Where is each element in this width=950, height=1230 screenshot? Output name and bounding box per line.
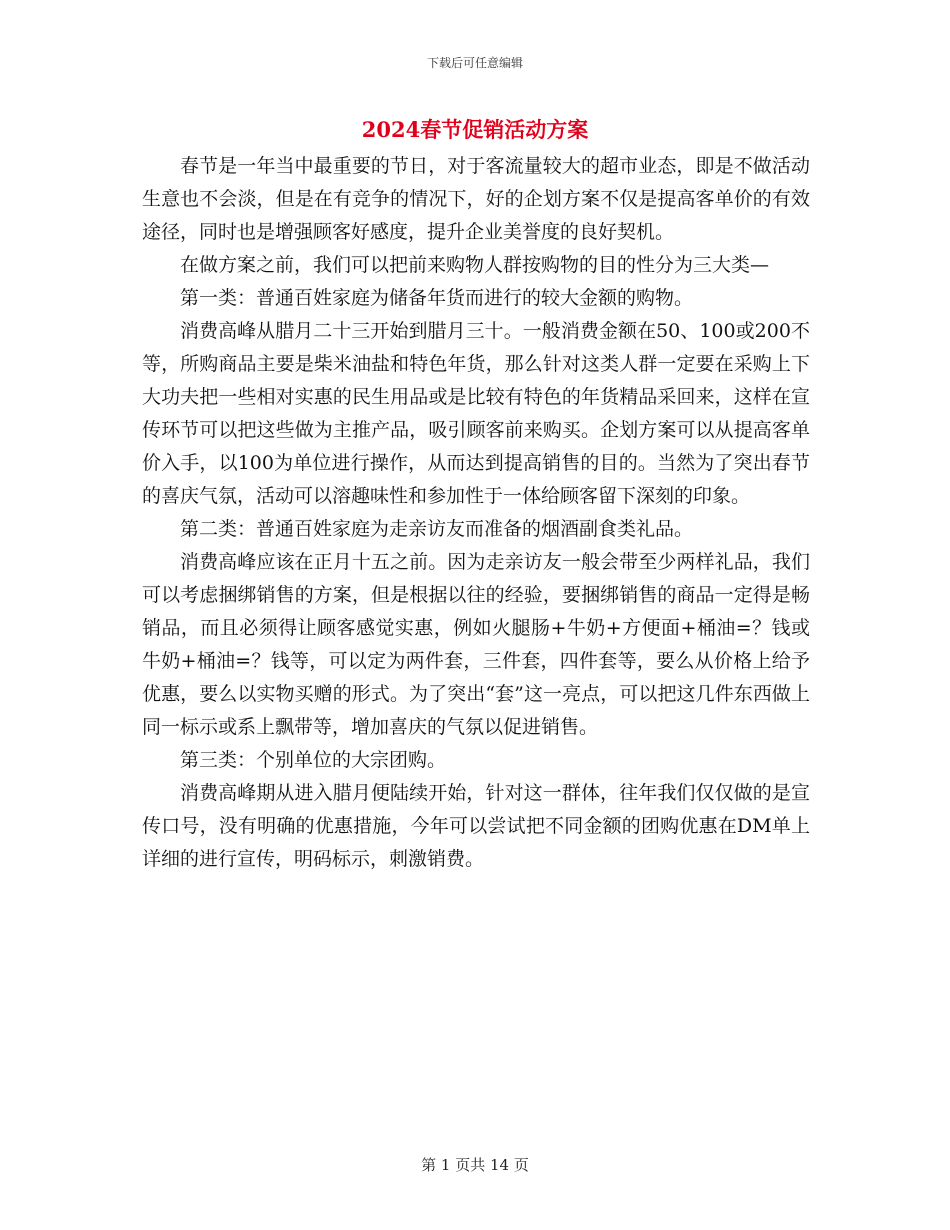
header-note: 下载后可任意编辑 (426, 56, 523, 70)
paragraph-intro: 春节是一年当中最重要的节日，对于客流量较大的超市业态，即是不做活动生意也不会淡，但是在有竞争的情况下，好的企划方案不仅是提高客单价的有效途径，同时也是增强顾客好感度，提升企业美誉度的良好契机。 (142, 155, 810, 243)
paragraph-category-one-detail: 消费高峰从腊月二十三开始到腊月三十。一般消费金额在50、100或200不等，所购商品主要是柴米油盐和特色年货，那么针对这类人群一定要在采购上下大功夫把一些相对实惠的民生用品或是比较有特色的年货精品采回来，这样在宣传环节可以把这些做为主推产品，吸引顾客前来购买。企划方案可以从提高客单价入手，以100为单位进行操作，从而达到提高销售的目的。当然为了突出春节的喜庆气氛，活动可以溶趣味性和参加性于一体给顾客留下深刻的印象。 (142, 320, 810, 507)
page-footer: 第 1 页共 14 页 (421, 1156, 529, 1174)
paragraph-category-two: 第二类：普通百姓家庭为走亲访友而准备的烟酒副食类礼品。 (180, 518, 694, 540)
document-title: 2024春节促销活动方案 (361, 117, 589, 142)
paragraph-category-three-detail: 消费高峰期从进入腊月便陆续开始，针对这一群体，往年我们仅仅做的是宣传口号，没有明确的优惠措施，今年可以尝试把不同金额的团购优惠在DM单上详细的进行宣传，明码标示，刺激销费。 (142, 782, 810, 870)
paragraph-categories: 在做方案之前，我们可以把前来购物人群按购物的目的性分为三大类— (180, 254, 770, 276)
document-body (142, 150, 810, 876)
paragraph-category-three: 第三类：个别单位的大宗团购。 (180, 749, 447, 771)
paragraph-category-two-detail: 消费高峰应该在正月十五之前。因为走亲访友一般会带至少两样礼品，我们可以考虑捆绑销售的方案，但是根据以往的经验，要捆绑销售的商品一定得是畅销品，而且必须得让顾客感觉实惠，例如火腿肠+牛奶+方便面+桶油=？钱或牛奶+桶油=？钱等，可以定为两件套，三件套，四件套等，要么从价格上给予优惠，要么以实物买赠的形式。为了突出“套”这一亮点，可以把这几件东西做上同一标示或系上飘带等，增加喜庆的气氛以促进销售。 (142, 551, 810, 738)
paragraph-category-one: 第一类：普通百姓家庭为储备年货而进行的较大金额的购物。 (180, 287, 694, 309)
